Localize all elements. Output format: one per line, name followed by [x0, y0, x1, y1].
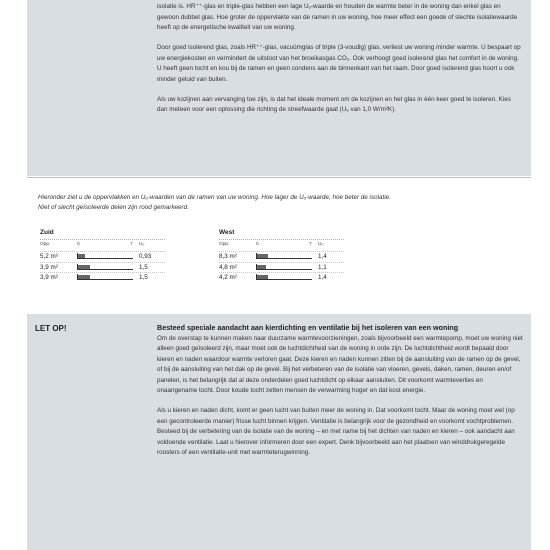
col-u-label: Uₒ: [318, 242, 324, 247]
table-title: West: [219, 229, 235, 236]
u-bar-track: [77, 253, 133, 259]
table-row: [40, 262, 165, 273]
area-value: 4,2 m²: [219, 274, 237, 281]
u-bar-track: [256, 253, 312, 259]
table-row: [40, 272, 165, 283]
u-value: 1,4: [318, 253, 327, 260]
u-bar: [78, 265, 90, 269]
scale-max-label: 7: [309, 242, 312, 247]
intro-line: Hieronder ziet u de oppervlakken en Uₒ-waarden van de ramen van uw woning. Hoe lager de Uₒ-waarde, hoe beter de isolatie.: [38, 194, 391, 201]
u-bar: [78, 254, 85, 258]
paragraph: isolatie is. HR⁺⁺-glas en triple-glas hebben een lage Uₒ-waarde en houden de warmte beter in de woning dan enkel glas en gewoon dubbel glas. Hoe groter de oppervlakte van de ramen in uw woning, hoe meer effect een goede of slechte isolatiewaarde heeft op de energetische kwaliteit van uw woning.: [157, 3, 518, 31]
area-value: 8,3 m²: [219, 253, 237, 260]
u-bar-track: [77, 264, 133, 270]
table-header: [40, 239, 165, 251]
col-opp-label: Opp.: [40, 242, 51, 247]
u-value: 0,93: [139, 253, 152, 260]
table-zuid: [40, 229, 165, 283]
letop-text: [157, 323, 523, 468]
scale-max-label: 7: [130, 242, 133, 247]
letop-heading: Besteed speciale aandacht aan kierdichting en ventilatie bij het isoleren van een woning: [157, 323, 459, 332]
col-opp-label: Opp.: [219, 242, 230, 247]
u-bar-track: [256, 264, 312, 270]
paragraph: Door goed isolerend glas, zoals HR⁺⁺-glas, vacuümglas of triple (3-voudig) glas, verliest uw woning minder warmte. U bespaart op uw energiekosten en vermindert de uitstoot van het broeikasgas CO₂. Ook verhoogt goed isolerend glas het comfort in de woning. U heeft geen tocht en kou bij de ramen en geen condens aan de binnenkant van het raam. Door goed isolerend glas hoort u ook minder geluid van buiten.: [157, 44, 521, 83]
table-title: Zuid: [40, 229, 54, 236]
table-row: [219, 272, 344, 283]
letop-label: LET OP!: [35, 324, 67, 333]
table-west: [219, 229, 344, 283]
table-header: [219, 239, 344, 251]
intro-line: Niet of slecht geïsoleerde delen zijn rood gemarkeerd.: [38, 204, 189, 211]
u-bar: [257, 254, 268, 258]
divider: [27, 177, 531, 178]
paragraph: Als uw kozijnen aan vervanging toe zijn, is dat het ideale moment om de kozijnen en het glas in één keer goed te isoleren. Kies dan meteen voor een oplossing die richting de streefwaarde gaat (Uₒ van 1,0 W/m²K).: [157, 95, 511, 113]
u-bar-track: [77, 274, 133, 280]
u-value: 1,4: [318, 274, 327, 281]
scale-min-label: 0: [77, 242, 80, 247]
area-value: 3,9 m²: [40, 274, 58, 281]
top-text: [157, 2, 523, 125]
u-values-section: [32, 193, 532, 281]
col-u-label: Uₒ: [139, 242, 145, 247]
area-value: 4,8 m²: [219, 263, 237, 271]
u-bar: [257, 265, 266, 269]
u-bar-track: [256, 274, 312, 280]
table-row: [40, 251, 165, 262]
scale-min-label: 0: [256, 242, 259, 247]
u-value: 1,5: [139, 263, 148, 271]
table-row: [219, 251, 344, 262]
u-bar: [257, 275, 268, 279]
paragraph: Als u kieren en naden dicht, komt er geen lucht van buiten meer de woning in. Dat voorkomt tocht. Maar de woning moet wel (op een gecontroleerde manier) frisse lucht binnen krijgen. Ventilatie is belangrijk voor de gezondheid en voorkomt vochtproblemen. Besteed bij de verbetering van de isolatie van de woning – en met name bij het dichten van naden en kieren – ook aandacht aan voldoende ventilatie. Laat u hierover informeren door een expert. Denk bijvoorbeeld aan het plaatsen van winddrukgeregelde roosters of een ventilatie-unit met warmteterugwinning.: [157, 407, 515, 456]
u-bar: [78, 275, 90, 279]
paragraph: Om de overstap te kunnen maken naar duurzame warmtevoorzieningen, zoals bijvoorbeeld een warmtepomp, moet uw woning niet alleen goed geïsoleerd zijn, maar moet ook de luchtdichtheid van de woning in orde zijn. De luchtdichtheid wordt bepaald door kieren en naden waardoor warmte verloren gaat. Deze kieren en naden kunnen zitten bij de aansluiting van de ramen op de gevel, of bij de aansluiting van het dak op de gevel. Bij het verbeteren van de isolatie van vloeren, gevels, daken, ramen, deuren en/of panelen, is het belangrijk dat al deze onderdelen goed luchtdicht op elkaar aansluiten. Dit voorkomt warmteverlies en onaangename tocht. Door koude tocht zetten mensen de verwarming hoger en dat kost energie.: [157, 334, 523, 394]
table-row: [219, 262, 344, 273]
u-values-intro: [38, 193, 532, 213]
letop-box: [27, 314, 531, 550]
u-value: 1,1: [318, 263, 327, 271]
u-value: 1,5: [139, 274, 148, 281]
top-info-box: [27, 0, 531, 176]
area-value: 5,2 m²: [40, 253, 58, 260]
area-value: 3,9 m²: [40, 263, 58, 271]
